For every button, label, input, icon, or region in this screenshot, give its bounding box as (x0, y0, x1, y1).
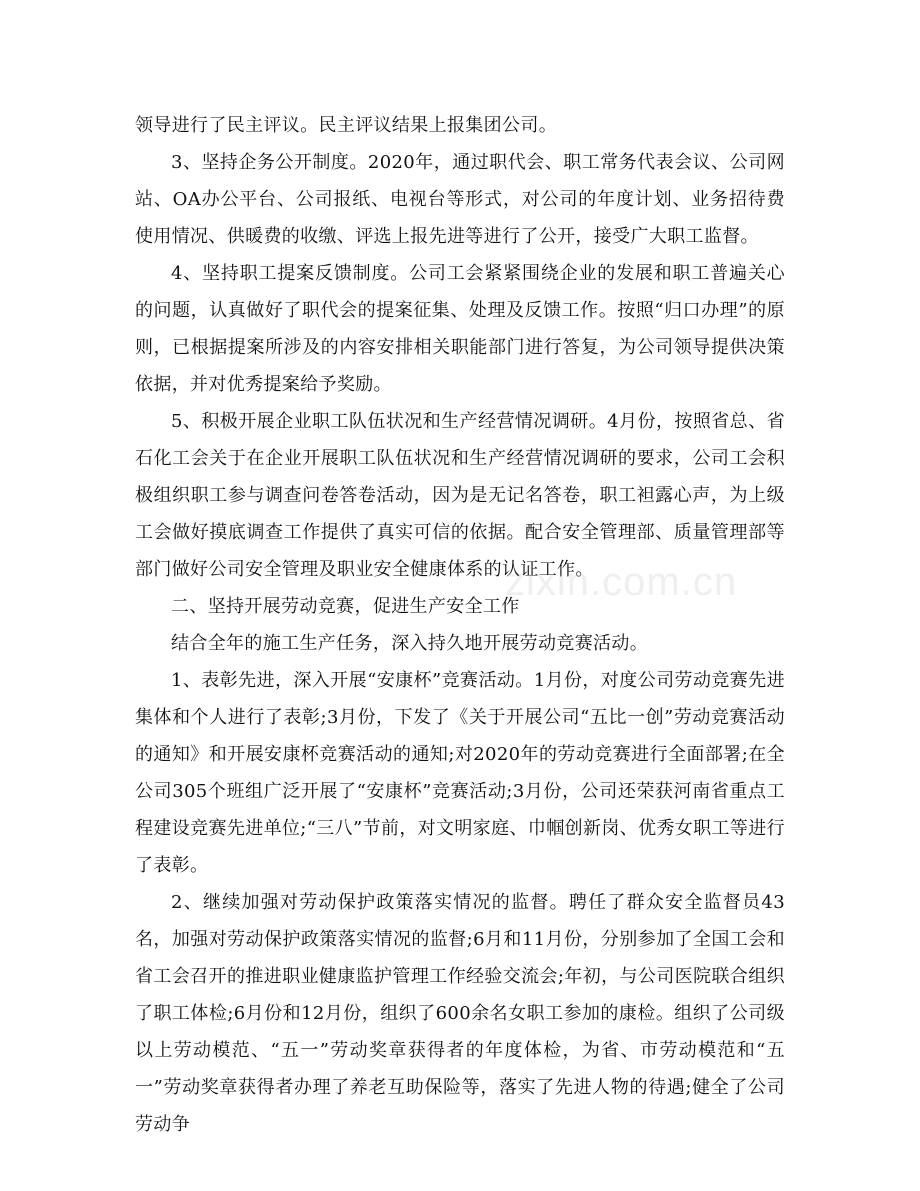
paragraph-labor-protection: 2、继续加强对劳动保护政策落实情况的监督。聘任了群众安全监督员43名，加强对劳动保护政策落实情况的监督;6月和11月份，分别参加了全国工会和省工会召开的推进职业健康监护管理工作经验交流会;年初，与公司医院联合组织了职工体检;6月份和12月份，组织了600余名女职工参加的康检。组织了公司级以上劳动模范、“五一”劳动奖章获得者的年度体检，为省、市劳动模范和“五一”劳动奖章获得者办理了养老互助保险等，落实了先进人物的待遇;健全了公司劳动争 (135, 892, 785, 1135)
paragraph-enterprise-disclosure: 3、坚持企务公开制度。2020年，通过职代会、职工常务代表会议、公司网站、OA办公平台、公司报纸、电视台等形式，对公司的年度计划、业务招待费使用情况、供暖费的收缴、评选上报先进等进行了公开，接受广大职工监督。 (135, 152, 785, 247)
paragraph-democratic-review: 领导进行了民主评议。民主评议结果上报集团公司。 (135, 115, 558, 136)
watermark-text: zixin.com.cn (505, 560, 738, 604)
paragraph-workforce-survey: 5、积极开展企业职工队伍状况和生产经营情况调研。4月份，按照省总、省石化工会关于在企业开展职工队伍状况和生产经营情况调研的要求，公司工会积极组织职工参与调查问卷答卷活动，因为是无记名答卷，职工袒露心声，为上级工会做好摸底调查工作提供了真实可信的依据。配合安全管理部、质量管理部等部门做好公司安全管理及职业安全健康体系的认证工作。 (135, 411, 785, 580)
paragraph-competition-intro: 结合全年的施工生产任务，深入持久地开展劳动竞赛活动。 (171, 633, 649, 654)
paragraph-ankang-cup: 1、表彰先进，深入开展“安康杯”竞赛活动。1月份，对度公司劳动竞赛先进集体和个人进行了表彰;3月份，下发了《关于开展公司“五比一创”劳动竞赛活动的通知》和开展安康杯竞赛活动的通知;对2020年的劳动竞赛进行全面部署;在全公司305个班组广泛开展了“安康杯”竞赛活动;3月份，公司还荣获河南省重点工程建设竞赛先进单位;“三八”节前，对文明家庭、巾帼创新岗、优秀女职工等进行了表彰。 (135, 670, 785, 876)
section-heading-labor-competition: 二、坚持开展劳动竞赛，促进生产安全工作 (171, 596, 520, 617)
document-body (135, 107, 785, 1143)
paragraph-proposal-feedback: 4、坚持职工提案反馈制度。公司工会紧紧围绕企业的发展和职工普遍关心的问题，认真做好了职代会的提案征集、处理及反馈工作。按照“归口办理”的原则，已根据提案所涉及的内容安排相关职能部门进行答复，为公司领导提供决策依据，并对优秀提案给予奖励。 (135, 263, 785, 395)
